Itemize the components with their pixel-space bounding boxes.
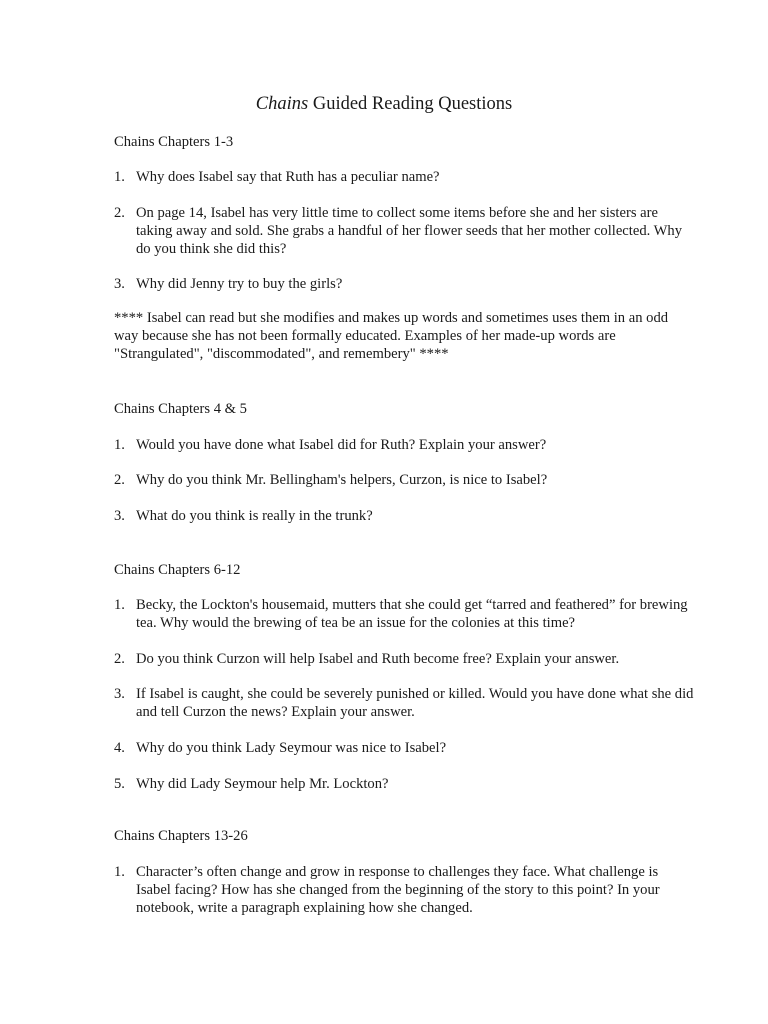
question-item [114, 739, 714, 757]
question-number: 3. [114, 508, 125, 524]
question-number: 5. [114, 776, 125, 792]
page-title [0, 93, 768, 115]
question-text: What do you think is really in the trunk? [136, 508, 373, 524]
question-text: Do you think Curzon will help Isabel and Ruth become free? Explain your answer. [136, 651, 620, 667]
question-number: 2. [114, 651, 125, 667]
question-text: If Isabel is caught, she could be severely punished or killed. Would you have done what she did and tell Curzon the news? Explain your answer. [136, 686, 694, 720]
question-item [114, 168, 714, 186]
question-text: On page 14, Isabel has very little time to collect some items before she and her sisters are taking away and sold. She grabs a handful of her flower seeds that her mother collected. Why do you think she did this? [136, 205, 683, 257]
question-item [114, 685, 714, 721]
question-number: 4. [114, 740, 125, 756]
question-text: Why did Jenny try to buy the girls? [136, 276, 343, 292]
question-text: Why did Lady Seymour help Mr. Lockton? [136, 776, 389, 792]
question-number: 2. [114, 205, 125, 221]
question-number: 3. [114, 276, 125, 292]
question-number: 1. [114, 597, 125, 613]
question-item [114, 650, 714, 668]
section-heading-chapters-1-3: Chains Chapters 1-3 [114, 134, 234, 150]
question-number: 1. [114, 169, 125, 185]
question-number: 2. [114, 472, 125, 488]
question-item [114, 436, 714, 454]
question-text: Why does Isabel say that Ruth has a peculiar name? [136, 169, 440, 185]
question-item [114, 775, 714, 793]
question-item [114, 863, 714, 917]
question-text: Character’s often change and grow in response to challenges they face. What challenge is Isabel facing? How has she changed from the beginning of the story to this point? In your notebook, write a paragraph explaining how she changed. [136, 864, 660, 916]
section-heading-chapters-13-26: Chains Chapters 13-26 [114, 828, 248, 844]
question-item [114, 471, 714, 489]
question-number: 1. [114, 437, 125, 453]
title-book-name: Chains [255, 94, 309, 114]
question-item [114, 507, 714, 525]
vocabulary-note: **** Isabel can read but she modifies and makes up words and sometimes uses them in an odd way because she has not been formally educated. Examples of her made-up words are "Strangulated", "discommodated", and remembery" **** [114, 310, 669, 362]
question-text: Why do you think Lady Seymour was nice to Isabel? [136, 740, 447, 756]
section-heading-chapters-6-12: Chains Chapters 6-12 [114, 562, 241, 578]
question-item [114, 275, 714, 293]
question-text: Would you have done what Isabel did for Ruth? Explain your answer? [136, 437, 547, 453]
question-item [114, 596, 714, 632]
question-number: 1. [114, 864, 125, 880]
section-heading-chapters-4-5: Chains Chapters 4 & 5 [114, 401, 247, 417]
title-rest: Guided Reading Questions [308, 94, 513, 114]
question-item [114, 204, 714, 258]
question-text: Becky, the Lockton's housemaid, mutters that she could get “tarred and feathered” for brewing tea. Why would the brewing of tea be an issue for the colonies at this time? [136, 597, 688, 631]
question-text: Why do you think Mr. Bellingham's helpers, Curzon, is nice to Isabel? [136, 472, 548, 488]
question-number: 3. [114, 686, 125, 702]
